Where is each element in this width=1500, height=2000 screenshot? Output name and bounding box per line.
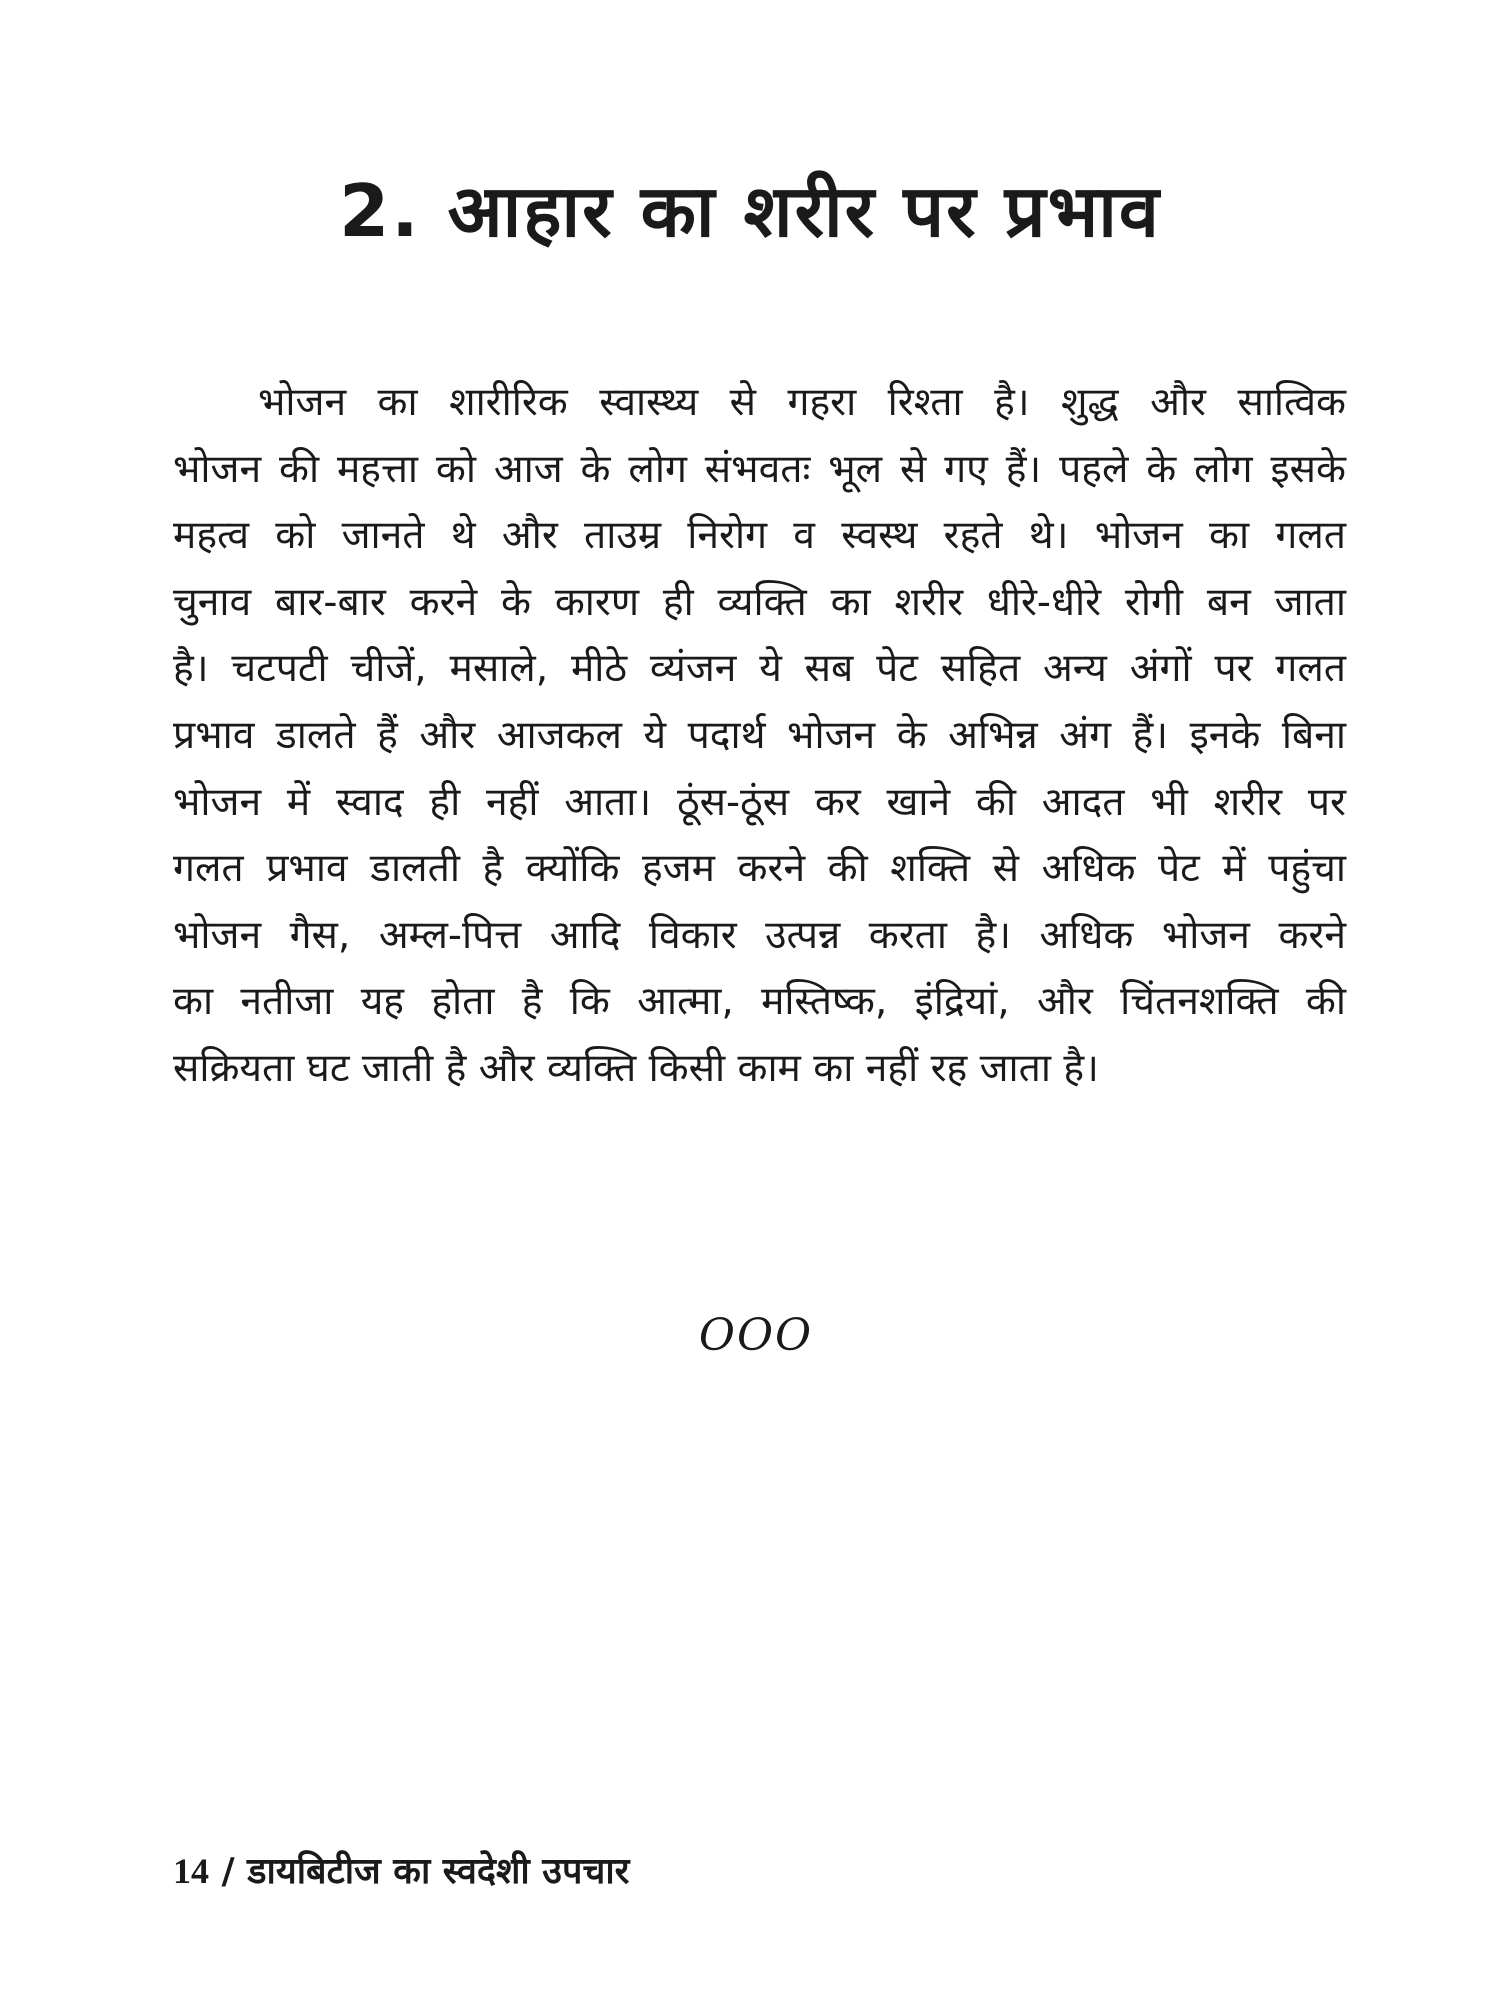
paragraph-line: भोजन गैस, अम्ल-पित्त आदि विकार उत्पन्न करता है। अधिक भोजन करने (173, 912, 1346, 958)
footer-divider: / (221, 1851, 235, 1892)
paragraph-line: भोजन में स्वाद ही नहीं आता। ठूंस-ठूंस कर खाने की आदत भी शरीर पर (173, 779, 1346, 825)
paragraph-line: प्रभाव डालते हैं और आजकल ये पदार्थ भोजन के अभिन्न अंग हैं। इनके बिना (173, 712, 1346, 758)
chapter-title: 2. आहार का शरीर पर प्रभाव (339, 169, 1161, 253)
paragraph-line: भोजन की महत्ता को आज के लोग संभवतः भूल से गए हैं। पहले के लोग इसके (173, 446, 1346, 492)
paragraph-line: का नतीजा यह होता है कि आत्मा, मस्तिष्क, इंद्रियां, और चिंतनशक्ति की (173, 979, 1346, 1025)
page-number: 14 (173, 1851, 209, 1891)
paragraph-line: सक्रियता घट जाती है और व्यक्ति किसी काम का नहीं रह जाता है। (173, 1045, 1099, 1091)
paragraph-line: है। चटपटी चीजें, मसाले, मीठे व्यंजन ये सब पेट सहित अन्य अंगों पर गलत (173, 646, 1346, 692)
paragraph-line: चुनाव बार-बार करने के कारण ही व्यक्ति का शरीर धीरे-धीरे रोगी बन जाता (173, 579, 1346, 625)
book-title: डायबिटीज का स्वदेशी उपचार (247, 1851, 630, 1892)
page-footer (173, 1845, 629, 1894)
paragraph-line: गलत प्रभाव डालती है क्योंकि हजम करने की शक्ति से अधिक पेट में पहुंचा (173, 846, 1346, 892)
body-paragraph (173, 370, 1346, 1103)
paragraph-line: महत्व को जानते थे और ताउम्र निरोग व स्वस्थ रहते थे। भोजन का गलत (173, 513, 1346, 559)
paragraph-line: भोजन का शारीरिक स्वास्थ्य से गहरा रिश्ता है। शुद्ध और सात्विक (258, 380, 1346, 425)
section-separator: OOO (698, 1310, 814, 1361)
